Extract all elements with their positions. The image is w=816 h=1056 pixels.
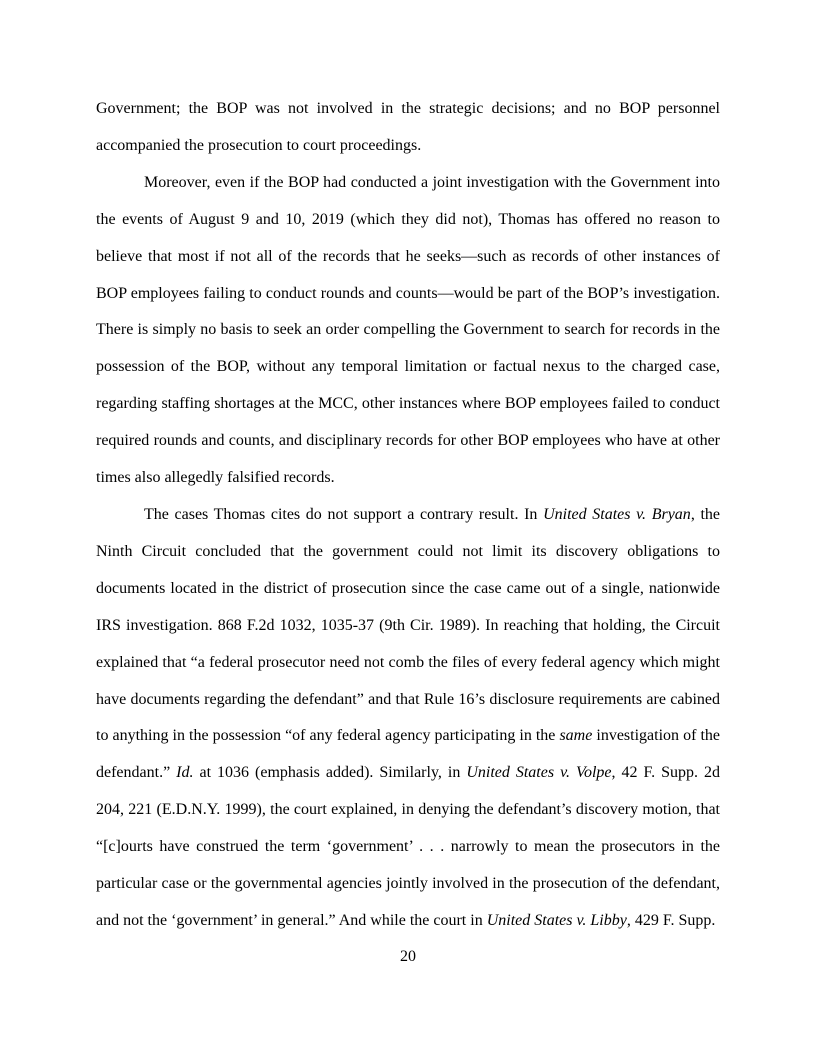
- document-page: [96, 91, 720, 940]
- case-name-volpe: United States v. Volpe: [466, 764, 612, 782]
- paragraph-continuation: [96, 91, 720, 165]
- case-name-bryan: United States v. Bryan: [543, 505, 691, 523]
- case-name-libby: United States v. Libby: [486, 911, 627, 929]
- paragraph-text: , 429 F. Supp.: [626, 911, 716, 929]
- paragraph-text: at 1036 (emphasis added). Similarly, in: [193, 764, 467, 782]
- paragraph-text: , 42 F. Supp. 2d 204, 221 (E.D.N.Y. 1999), the court explained, in denying the defendant’s discovery motion, that “[c]ourts have construed the term ‘government’ . . . narrowly to mean the prosecutors in the particular case or the governmental agencies jointly involved in the prosecution of the defendant, and not the ‘government’ in general.” And while the court in: [96, 764, 720, 929]
- paragraph-text: , the Ninth Circuit concluded that the government could not limit its discovery obligations to documents located in the district of prosecution since the case came out of a single, nationwide IRS investigation. 868 F.2d 1032, 1035-37 (9th Cir. 1989). In reaching that holding, the Circuit explained that “a federal prosecutor need not comb the files of every federal agency which might have documents regarding the defendant” and that Rule 16’s disclosure requirements are cabined to anything in the possession “of any federal agency participating in the: [96, 505, 721, 745]
- paragraph-text: investigation of the defendant.”: [96, 727, 720, 782]
- paragraph-text: Moreover, even if the BOP had conducted a joint investigation with the Government into the events of August 9 and 10, 2019 (which they did not), Thomas has offered no reason to believe that most if not all of the records that he seeks—such as records of other instances of BOP employees failing to conduct rounds and counts—would be part of the BOP’s investigation. There is simply no basis to seek an order compelling the Government to search for records in the possession of the BOP, without any temporal limitation or factual nexus to the charged case, regarding staffing shortages at the MCC, other instances where BOP employees failed to conduct required rounds and counts, and disciplinary records for other BOP employees who have at other times also allegedly falsified records.: [96, 173, 720, 487]
- page-number: 20: [400, 948, 416, 965]
- paragraph-case-citations: [96, 497, 720, 940]
- paragraph-bop-investigation: [96, 165, 720, 497]
- paragraph-text: Government; the BOP was not involved in the strategic decisions; and no BOP personnel accompanied the prosecution to court proceedings.: [96, 100, 720, 154]
- emphasis-same: same: [559, 727, 593, 745]
- paragraph-text: The cases Thomas cites do not support a contrary result. In: [144, 505, 544, 523]
- citation-id: Id.: [176, 764, 194, 782]
